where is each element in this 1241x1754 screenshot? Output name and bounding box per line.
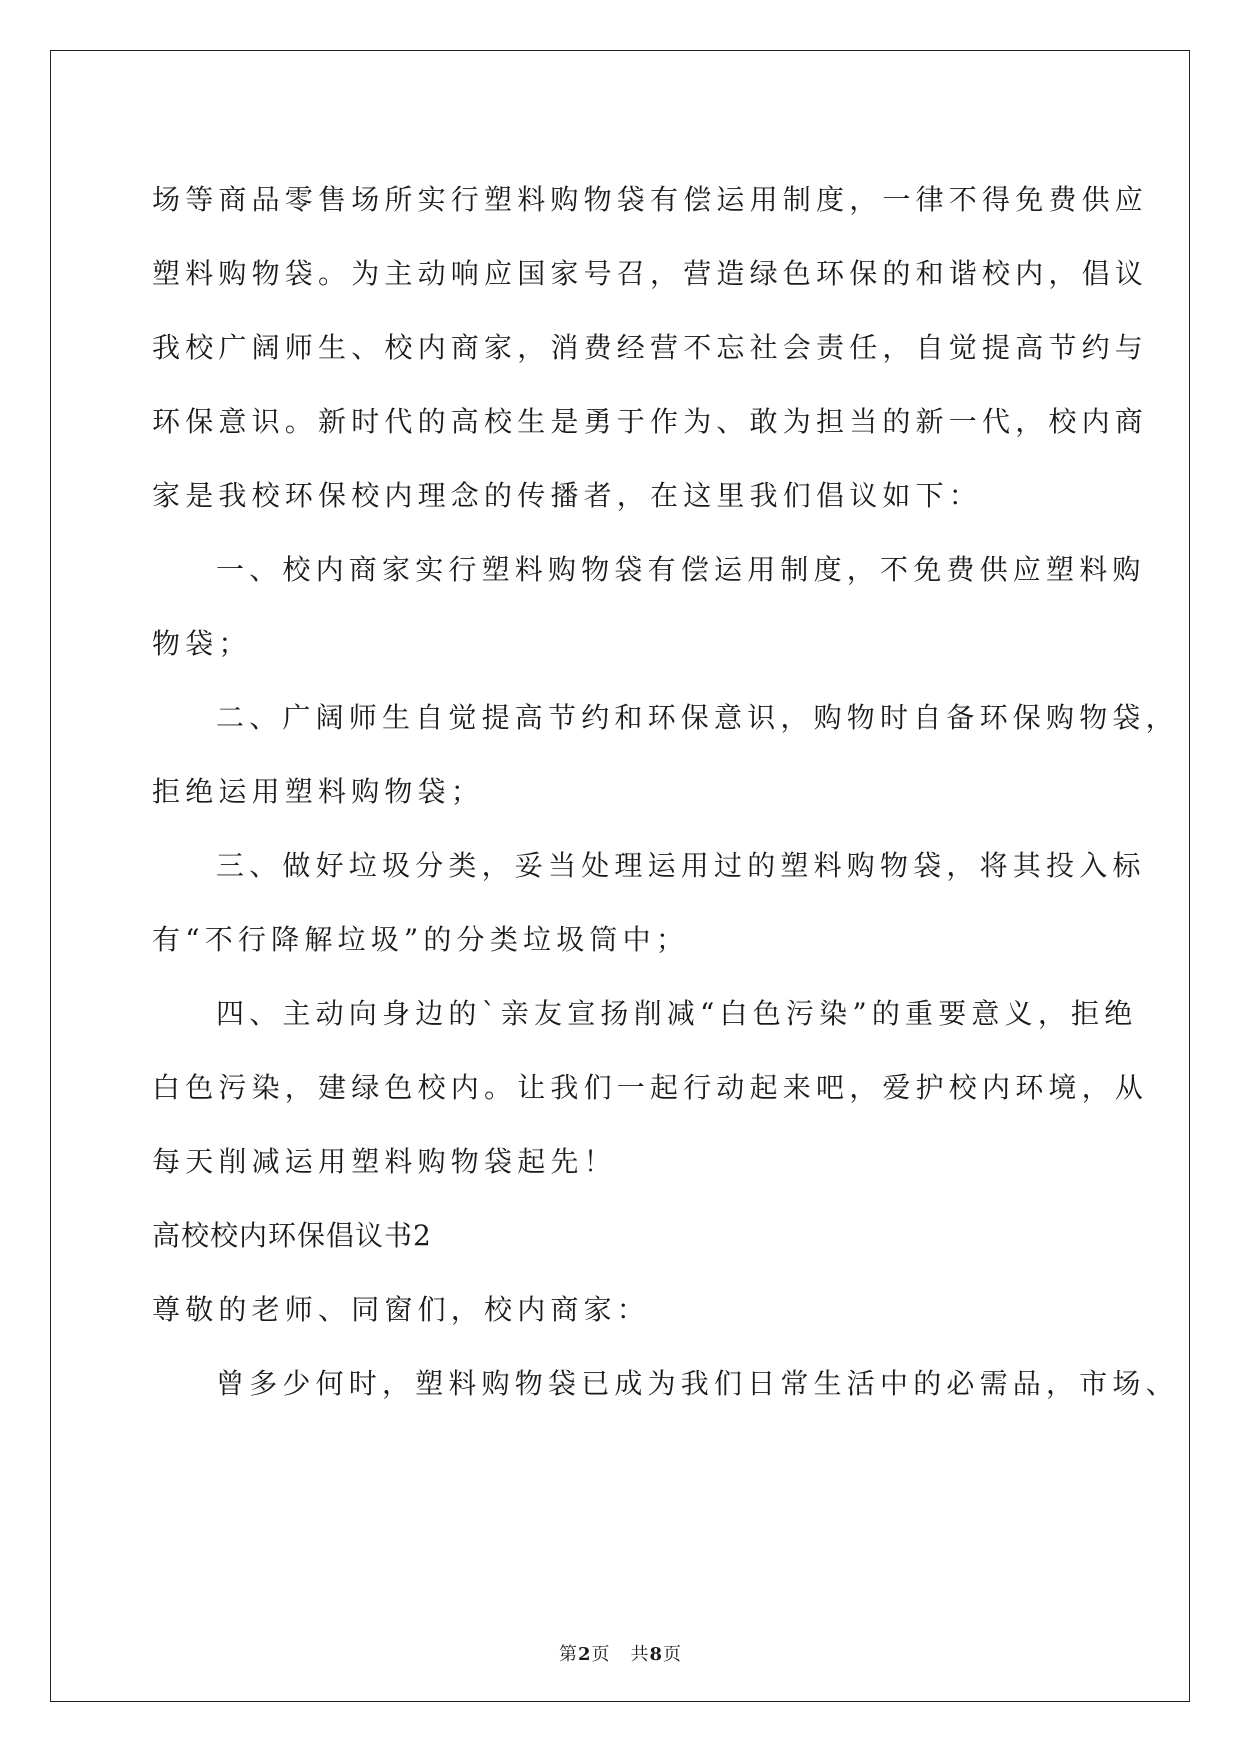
text-line: 曾多少何时，塑料购物袋已成为我们日常生活中的必需品，市场、 bbox=[216, 1367, 1179, 1400]
document-body bbox=[152, 163, 1179, 1421]
current-page-number: 2 bbox=[577, 1644, 592, 1665]
text-line: 塑料购物袋。为主动响应国家号召，营造绿色环保的和谐校内，倡议 bbox=[152, 257, 1149, 290]
text-line: 家是我校环保校内理念的传播者，在这里我们倡议如下： bbox=[152, 479, 983, 512]
section-heading: 高校校内环保倡议书2 bbox=[152, 1219, 432, 1252]
page-footer bbox=[0, 1640, 1241, 1666]
salutation: 尊敬的老师、同窗们，校内商家： bbox=[152, 1293, 651, 1326]
page-suffix: 页 bbox=[591, 1644, 611, 1665]
text-line: 我校广阔师生、校内商家，消费经营不忘社会责任，自觉提高节约与 bbox=[152, 331, 1149, 364]
total-suffix: 页 bbox=[663, 1644, 683, 1665]
total-prefix: 共 bbox=[630, 1644, 650, 1665]
list-item-1: 一、校内商家实行塑料购物袋有偿运用制度，不免费供应塑料购 bbox=[216, 553, 1146, 586]
text-line: 场等商品零售场所实行塑料购物袋有偿运用制度，一律不得免费供应 bbox=[152, 183, 1149, 216]
page-prefix: 第 bbox=[558, 1644, 578, 1665]
list-item-3: 三、做好垃圾分类，妥当处理运用过的塑料购物袋，将其投入标 bbox=[216, 849, 1146, 882]
total-pages-number: 8 bbox=[649, 1644, 664, 1665]
text-line: 环保意识。新时代的高校生是勇于作为、敢为担当的新一代，校内商 bbox=[152, 405, 1149, 438]
list-item-4: 四、主动向身边的`亲友宣扬削减“白色污染”的重要意义，拒绝 bbox=[216, 997, 1138, 1030]
text-line: 有“不行降解垃圾”的分类垃圾筒中； bbox=[152, 923, 690, 956]
text-line: 物袋； bbox=[152, 627, 252, 660]
text-line: 每天削减运用塑料购物袋起先！ bbox=[152, 1145, 617, 1178]
text-line: 白色污染，建绿色校内。让我们一起行动起来吧，爱护校内环境，从 bbox=[152, 1071, 1149, 1104]
list-item-2: 二、广阔师生自觉提高节约和环保意识，购物时自备环保购物袋， bbox=[216, 701, 1179, 734]
text-line: 拒绝运用塑料购物袋； bbox=[152, 775, 485, 808]
